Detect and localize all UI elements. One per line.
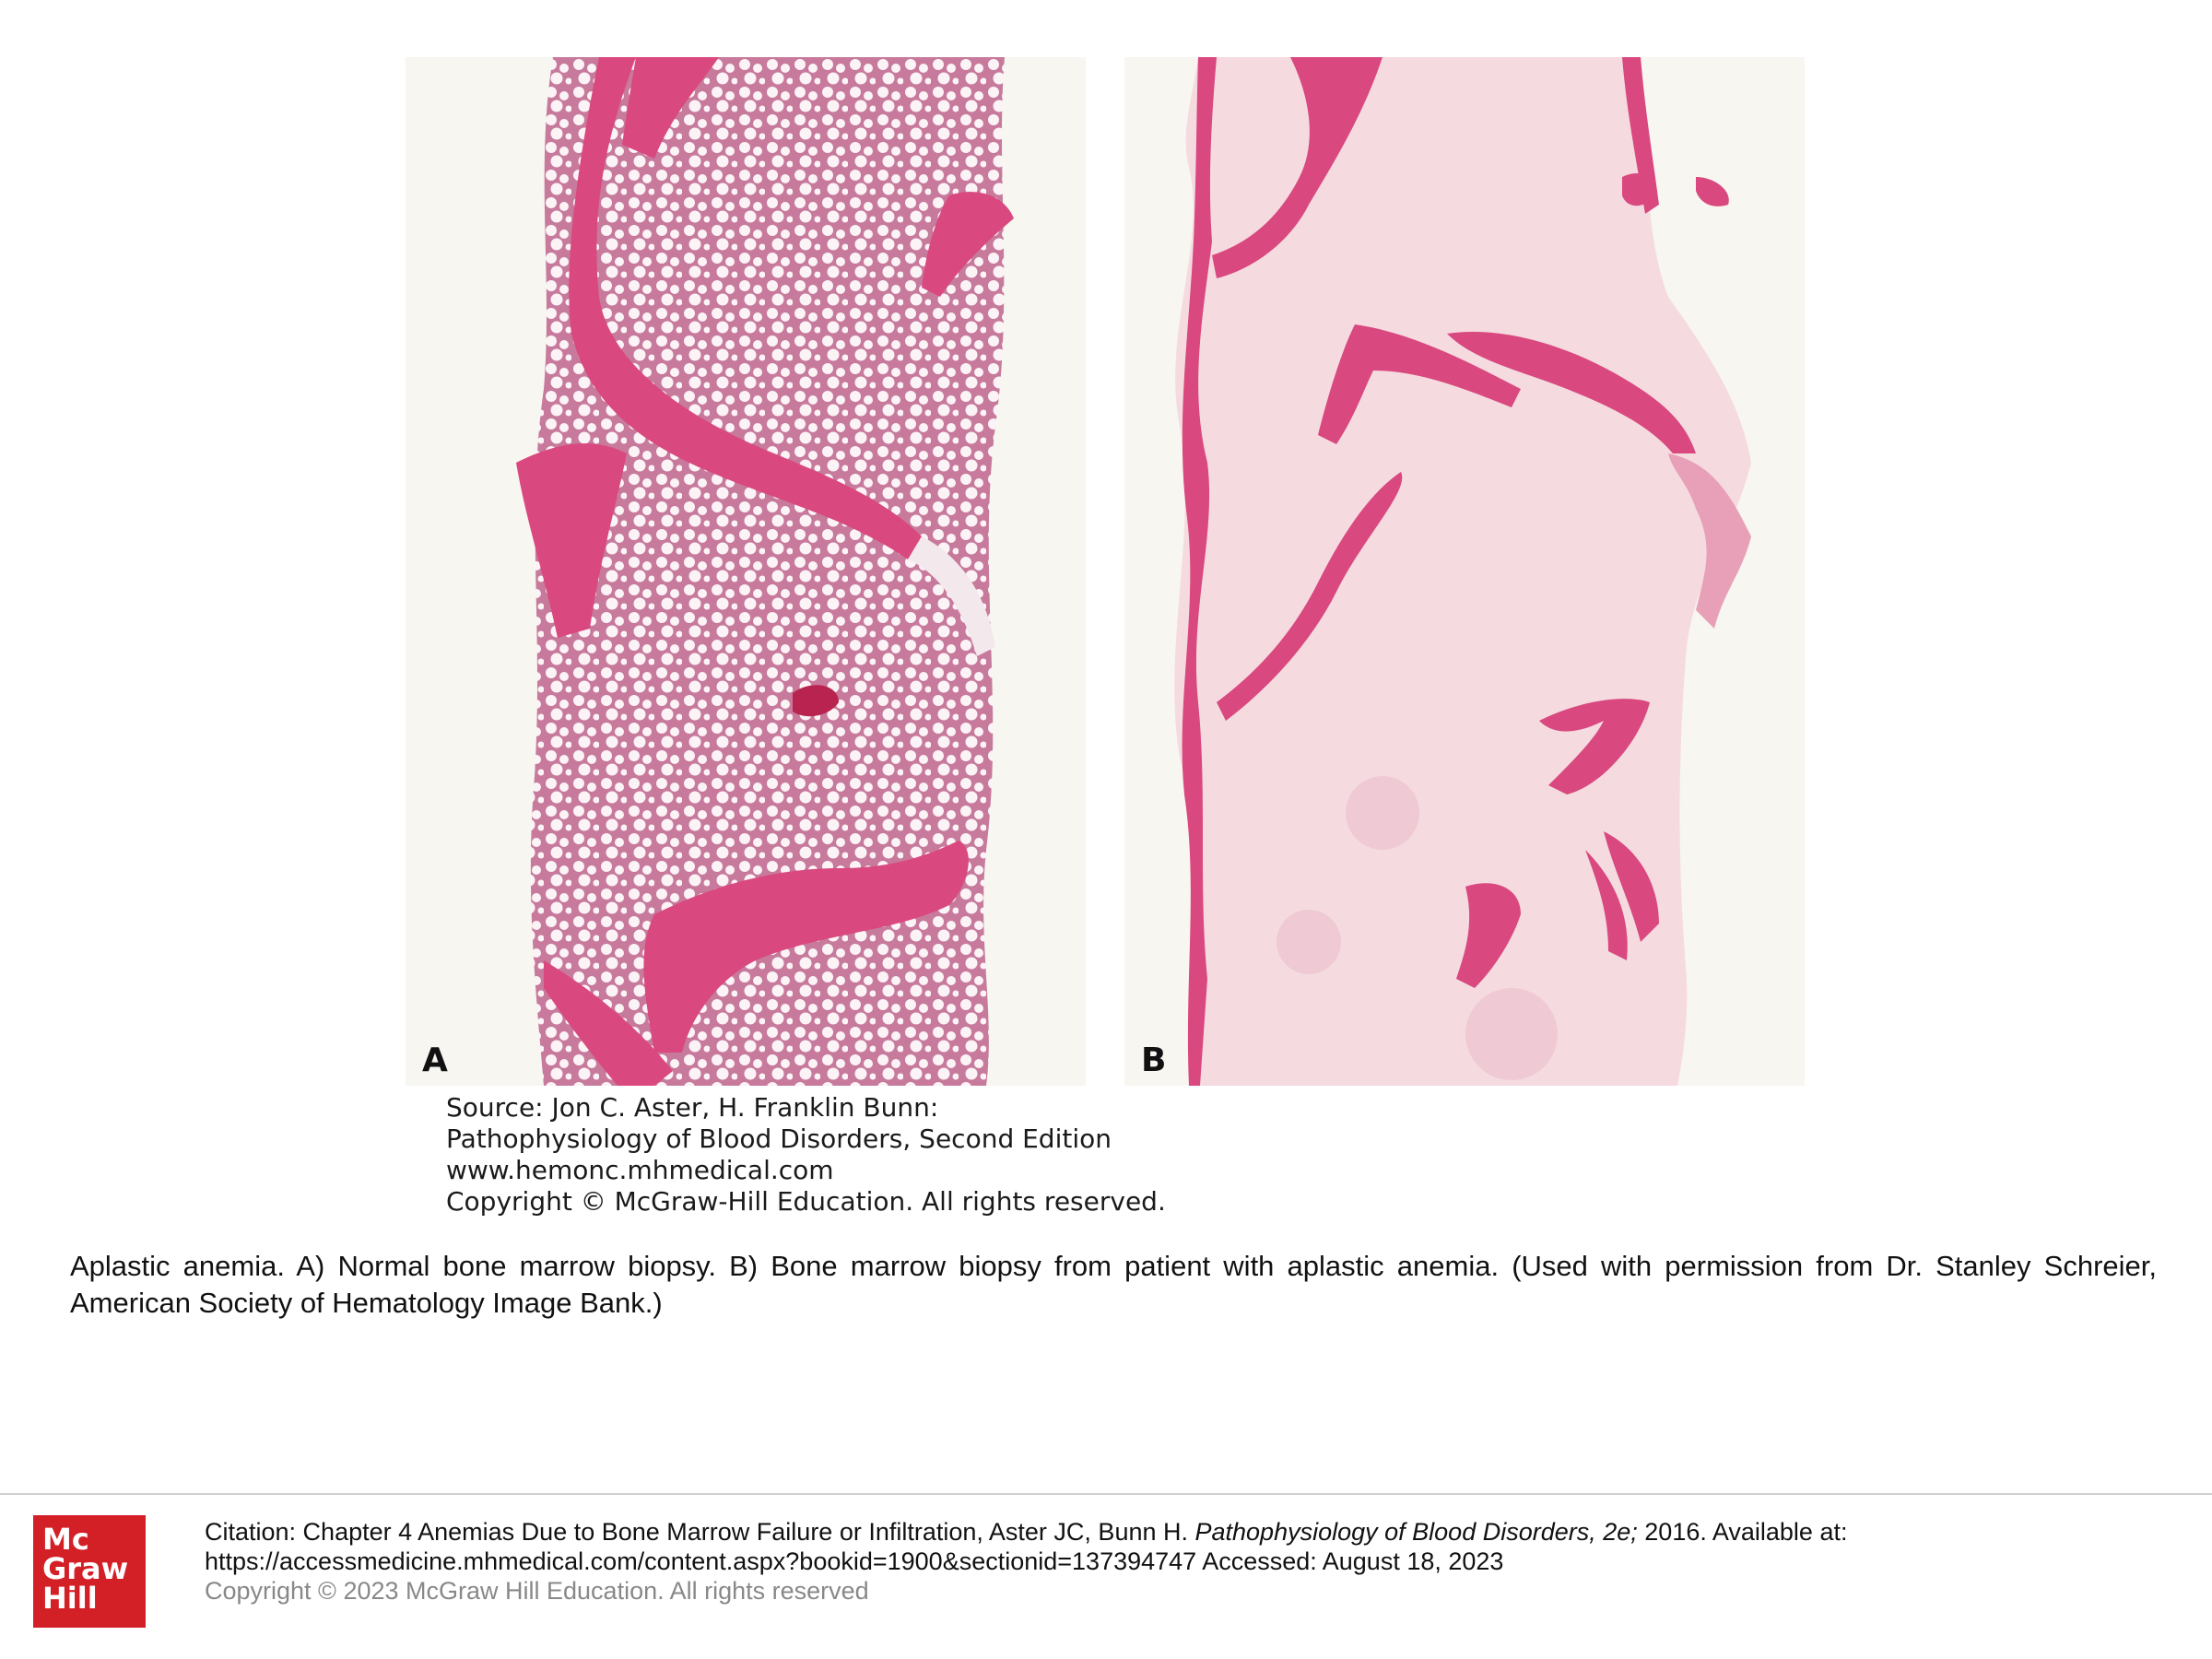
panel-b-aplastic-marrow-image	[1124, 57, 1805, 1086]
source-line: Source: Jon C. Aster, H. Franklin Bunn:	[446, 1092, 939, 1123]
citation-prefix: Citation: Chapter 4 Anemias Due to Bone Marrow Failure or Infiltration, Aster JC, Bunn H.	[205, 1518, 1195, 1546]
footer-divider	[0, 1493, 2212, 1495]
panel-a-normal-marrow-image	[406, 57, 1086, 1086]
logo-line: Graw	[42, 1551, 129, 1586]
citation-book-title: Pathophysiology of Blood Disorders, 2e;	[1194, 1518, 1638, 1546]
citation-block	[205, 1517, 1847, 1606]
mcgraw-hill-logo	[33, 1515, 146, 1628]
citation-url[interactable]: https://accessmedicine.mhmedical.com/content.aspx?bookid=1900&sectionid=137394747 Accessed: August 18, 2023	[205, 1547, 1504, 1575]
source-line: Copyright © McGraw-Hill Education. All rights reserved.	[446, 1186, 1166, 1217]
source-line: www.hemonc.mhmedical.com	[446, 1155, 834, 1185]
citation-suffix: 2016. Available at:	[1637, 1518, 1848, 1546]
source-line: Pathophysiology of Blood Disorders, Second Edition	[446, 1124, 1112, 1154]
histology-figure	[406, 57, 1806, 1086]
logo-line: Mc	[42, 1522, 89, 1557]
citation-copyright: Copyright © 2023 McGraw Hill Education. All rights reserved	[205, 1577, 869, 1605]
panel-b-letter: B	[1141, 1041, 1167, 1079]
panel-a-letter: A	[422, 1041, 448, 1079]
source-credit	[446, 1092, 1166, 1218]
citation-line	[205, 1517, 1847, 1547]
figure-caption: Aplastic anemia. A) Normal bone marrow biopsy. B) Bone marrow biopsy from patient with aplastic anemia. (Used with permission from Dr. Stanley Schreier, American Society of Hematology Image Bank.)	[70, 1250, 2157, 1319]
logo-line: Hill	[42, 1581, 98, 1616]
